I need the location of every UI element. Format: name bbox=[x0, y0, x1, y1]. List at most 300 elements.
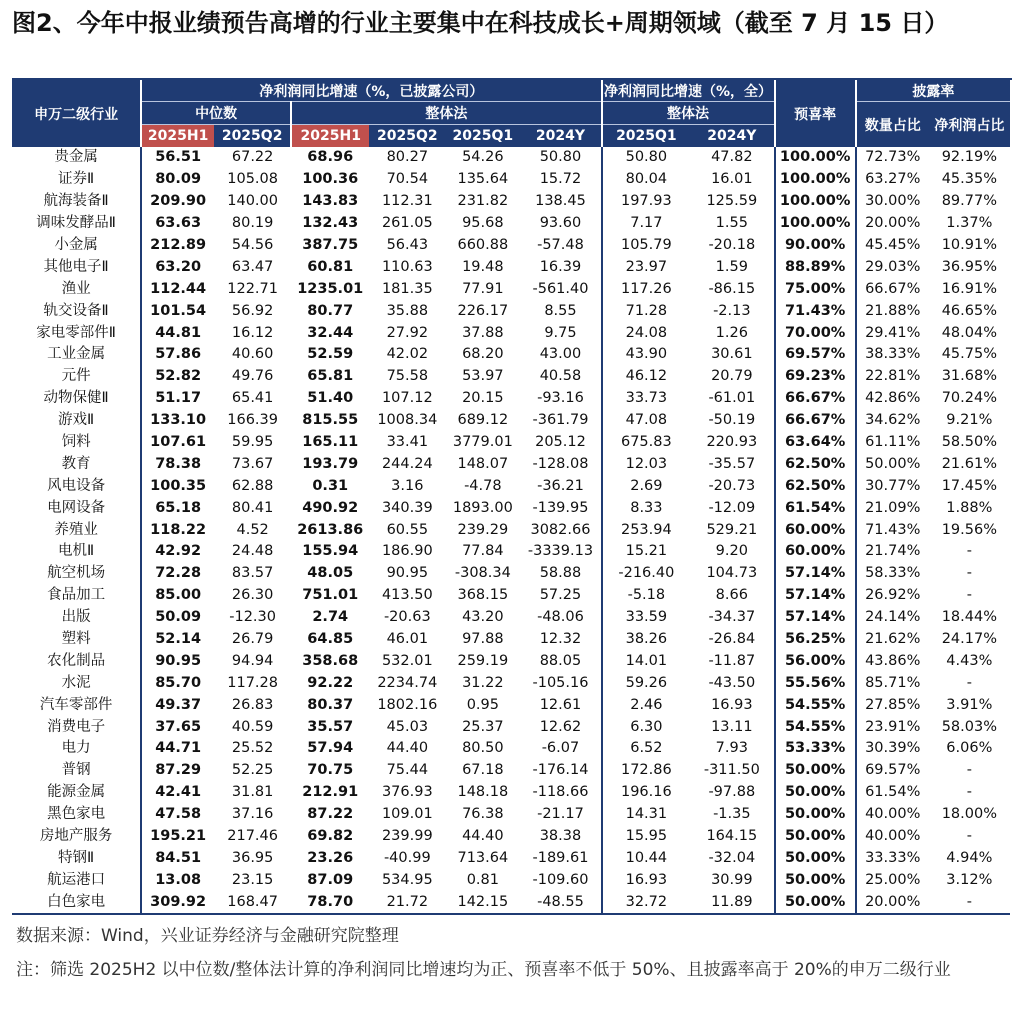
cell-count-share: 66.67% bbox=[856, 278, 929, 300]
cell-median-2025q2: 40.60 bbox=[231, 346, 274, 363]
header-industry: 申万二级行业 bbox=[12, 80, 141, 147]
cell-overall-2024y: 3082.66 bbox=[530, 521, 591, 538]
cell-profit-share: 24.17% bbox=[941, 631, 997, 648]
cell-median-2025q2: 83.57 bbox=[231, 565, 274, 582]
cell-overall-2024y: 12.61 bbox=[539, 696, 582, 713]
cell-overall-2025q2: 2234.74 bbox=[377, 674, 438, 691]
cell-overall-2024y: -93.16 bbox=[537, 390, 584, 407]
cell-profit-share: 21.61% bbox=[941, 455, 997, 472]
cell-overall-2025q2: 21.72 bbox=[369, 891, 445, 914]
cell-all-2025q1: 10.44 bbox=[602, 848, 691, 870]
cell-median-2025h1: 44.71 bbox=[141, 738, 214, 760]
cell-median-2025q2: 4.52 bbox=[236, 521, 269, 538]
cell-profit-share: 1.37% bbox=[946, 215, 993, 232]
cell-all-2024y: -50.19 bbox=[708, 412, 756, 429]
table-row bbox=[12, 475, 1010, 497]
cell-median-2025h1: 100.35 bbox=[141, 475, 214, 497]
cell-overall-2024y: 93.60 bbox=[539, 215, 582, 232]
industry-name: 养殖业 bbox=[54, 521, 98, 538]
table-row bbox=[12, 541, 1010, 563]
cell-overall-2025h1: 490.92 bbox=[302, 499, 359, 516]
header-col-overall-2025q1: 2025Q1 bbox=[445, 125, 520, 148]
cell-overall-2025q1: 148.18 bbox=[457, 784, 509, 801]
header-forecast-rate: 预喜率 bbox=[775, 80, 856, 147]
table-row bbox=[12, 453, 1010, 475]
table-row bbox=[12, 497, 1010, 519]
cell-all-2024y: -1.35 bbox=[713, 806, 751, 823]
cell-median-2025h1: 85.70 bbox=[141, 672, 214, 694]
cell-count-share: 25.00% bbox=[856, 869, 929, 891]
cell-median-2025q2: 49.76 bbox=[231, 368, 274, 385]
cell-overall-2025q1: 25.37 bbox=[462, 718, 504, 735]
cell-median-2025q2: 16.12 bbox=[231, 324, 274, 341]
cell-profit-share: 18.44% bbox=[941, 609, 997, 626]
cell-median-2025q2: 26.83 bbox=[231, 696, 274, 713]
cell-overall-2025q2: 60.55 bbox=[386, 521, 429, 538]
cell-median-2025h1: 209.90 bbox=[141, 191, 214, 213]
cell-overall-2025q2: 80.27 bbox=[386, 149, 429, 166]
cell-overall-2024y: 9.75 bbox=[544, 324, 577, 341]
cell-forecast-rate: 66.67% bbox=[775, 410, 856, 432]
cell-median-2025h1: 63.63 bbox=[141, 213, 214, 235]
cell-all-2024y: 11.89 bbox=[690, 891, 774, 914]
cell-median-2025q2: 166.39 bbox=[227, 412, 278, 429]
cell-profit-share: 4.94% bbox=[946, 849, 993, 866]
cell-median-2025h1: 195.21 bbox=[141, 826, 214, 848]
cell-overall-2025q2: 45.03 bbox=[386, 718, 429, 735]
cell-forecast-rate: 54.55% bbox=[775, 694, 856, 716]
cell-count-share: 42.86% bbox=[856, 388, 929, 410]
cell-count-share: 30.39% bbox=[856, 738, 929, 760]
cell-profit-share: 9.21% bbox=[946, 412, 993, 429]
cell-forecast-rate: 66.67% bbox=[775, 388, 856, 410]
cell-count-share: 40.00% bbox=[856, 826, 929, 848]
cell-all-2025q1: 8.33 bbox=[602, 497, 691, 519]
table-row bbox=[12, 585, 1010, 607]
cell-overall-2025q2: 261.05 bbox=[381, 215, 433, 232]
industry-name: 塑料 bbox=[61, 631, 91, 648]
industry-name: 水泥 bbox=[61, 674, 91, 691]
cell-overall-2024y: 16.39 bbox=[539, 258, 582, 275]
cell-all-2024y: 125.59 bbox=[706, 193, 758, 210]
cell-all-2024y: -26.84 bbox=[708, 631, 756, 648]
cell-median-2025q2: 73.67 bbox=[231, 455, 274, 472]
cell-median-2025q2: 24.48 bbox=[231, 543, 274, 560]
cell-overall-2025q1: 77.84 bbox=[462, 543, 504, 560]
cell-overall-2025q2: 35.88 bbox=[386, 302, 429, 319]
industry-name: 航海装备Ⅱ bbox=[43, 193, 109, 210]
cell-profit-share: 4.43% bbox=[946, 652, 993, 669]
cell-overall-2025q2: 75.44 bbox=[386, 762, 429, 779]
cell-count-share: 20.00% bbox=[856, 213, 929, 235]
cell-forecast-rate: 55.56% bbox=[775, 672, 856, 694]
cell-forecast-rate: 100.00% bbox=[775, 169, 856, 191]
cell-forecast-rate: 100.00% bbox=[775, 191, 856, 213]
cell-all-2025q1: 172.86 bbox=[602, 760, 691, 782]
cell-median-2025h1: 80.09 bbox=[141, 169, 214, 191]
cell-count-share: 24.14% bbox=[856, 607, 929, 629]
cell-overall-2025q2: 239.99 bbox=[381, 828, 433, 845]
cell-forecast-rate: 63.64% bbox=[775, 432, 856, 454]
table-row bbox=[12, 607, 1010, 629]
table-body bbox=[12, 147, 1010, 914]
cell-profit-share: - bbox=[966, 543, 972, 560]
table-row bbox=[12, 344, 1010, 366]
cell-median-2025q2: 117.28 bbox=[227, 674, 278, 691]
cell-overall-2025h1: 132.43 bbox=[302, 215, 359, 232]
cell-profit-share: - bbox=[966, 587, 972, 604]
cell-forecast-rate: 57.14% bbox=[775, 563, 856, 585]
cell-all-2025q1: 46.12 bbox=[602, 366, 691, 388]
cell-overall-2025h1: 57.94 bbox=[307, 740, 354, 757]
table-row bbox=[12, 716, 1010, 738]
cell-forecast-rate: 50.00% bbox=[775, 782, 856, 804]
cell-overall-2025h1: 65.81 bbox=[307, 368, 354, 385]
cell-all-2025q1: 59.26 bbox=[602, 672, 691, 694]
cell-overall-2025h1: 193.79 bbox=[302, 455, 359, 472]
cell-overall-2025h1: 165.11 bbox=[302, 434, 359, 451]
cell-overall-2025h1: 87.09 bbox=[307, 871, 354, 888]
cell-profit-share: 6.06% bbox=[946, 740, 993, 757]
table-row bbox=[12, 782, 1010, 804]
cell-all-2024y: 30.99 bbox=[711, 871, 753, 888]
cell-count-share: 30.77% bbox=[856, 475, 929, 497]
cell-median-2025h1: 84.51 bbox=[141, 848, 214, 870]
industry-name: 渔业 bbox=[61, 280, 91, 297]
cell-overall-2024y: 8.55 bbox=[544, 302, 577, 319]
cell-count-share: 23.91% bbox=[856, 716, 929, 738]
cell-overall-2024y: -109.60 bbox=[532, 871, 589, 888]
cell-median-2025q2: 40.59 bbox=[231, 718, 274, 735]
cell-overall-2024y: 43.00 bbox=[539, 346, 582, 363]
cell-median-2025h1: 51.17 bbox=[141, 388, 214, 410]
industry-name: 电机Ⅱ bbox=[58, 543, 95, 560]
header-col-median-2025h1: 2025H1 bbox=[141, 125, 214, 148]
cell-all-2024y: 104.73 bbox=[706, 565, 758, 582]
cell-all-2025q1: 14.01 bbox=[602, 650, 691, 672]
cell-overall-2025h1: 32.44 bbox=[307, 324, 354, 341]
cell-all-2024y: -20.18 bbox=[708, 237, 756, 253]
cell-count-share: 69.57% bbox=[856, 760, 929, 782]
industry-name: 其他电子Ⅱ bbox=[43, 258, 109, 275]
cell-overall-2025h1: 143.83 bbox=[302, 193, 359, 210]
cell-median-2025q2: 26.79 bbox=[231, 631, 274, 648]
industry-name: 动物保健Ⅱ bbox=[43, 390, 109, 407]
cell-median-2025h1: 112.44 bbox=[141, 278, 214, 300]
cell-all-2025q1: 7.17 bbox=[602, 213, 691, 235]
header-col-overall-2024y: 2024Y bbox=[520, 125, 601, 148]
cell-median-2025h1: 42.41 bbox=[141, 782, 214, 804]
cell-forecast-rate: 50.00% bbox=[775, 869, 856, 891]
cell-overall-2025q1: 77.91 bbox=[462, 280, 504, 297]
cell-overall-2024y: -57.48 bbox=[537, 237, 584, 253]
cell-profit-share: - bbox=[966, 762, 972, 779]
cell-overall-2025q1: 226.17 bbox=[457, 302, 509, 319]
cell-profit-share: 17.45% bbox=[941, 477, 997, 494]
cell-all-2024y: 164.15 bbox=[706, 828, 758, 845]
cell-overall-2025h1: 60.81 bbox=[307, 258, 354, 275]
cell-median-2025q2: 217.46 bbox=[227, 828, 278, 845]
cell-all-2025q1: 6.30 bbox=[602, 716, 691, 738]
cell-overall-2025h1: 51.40 bbox=[307, 390, 354, 407]
cell-overall-2025h1: 155.94 bbox=[302, 543, 359, 560]
cell-overall-2024y: -128.08 bbox=[532, 455, 589, 472]
header-overall-all: 整体法 bbox=[602, 102, 775, 125]
cell-forecast-rate: 50.00% bbox=[775, 848, 856, 870]
cell-profit-share: 89.77% bbox=[941, 193, 997, 210]
cell-median-2025q2: 54.56 bbox=[231, 237, 274, 253]
cell-all-2025q1: 253.94 bbox=[602, 519, 691, 541]
cell-median-2025h1: 212.89 bbox=[141, 235, 214, 257]
cell-overall-2025q1: 67.18 bbox=[462, 762, 504, 779]
cell-overall-2024y: 88.05 bbox=[539, 652, 582, 669]
industry-name: 白色家电 bbox=[12, 891, 141, 914]
cell-overall-2024y: -118.66 bbox=[532, 784, 589, 801]
cell-all-2024y: -20.73 bbox=[708, 477, 756, 494]
cell-all-2025q1: 2.69 bbox=[602, 475, 691, 497]
cell-all-2024y: 7.93 bbox=[715, 740, 748, 757]
cell-overall-2024y: -105.16 bbox=[532, 674, 589, 691]
cell-profit-share: 45.75% bbox=[941, 346, 997, 363]
cell-all-2024y: 9.20 bbox=[715, 543, 748, 560]
cell-overall-2025q2: 1008.34 bbox=[377, 412, 438, 429]
cell-profit-share: 3.91% bbox=[946, 696, 993, 713]
cell-overall-2025q2: 90.95 bbox=[386, 565, 429, 582]
cell-forecast-rate: 56.25% bbox=[775, 629, 856, 651]
industry-name: 教育 bbox=[61, 455, 91, 472]
cell-median-2025q2: 59.95 bbox=[231, 434, 274, 451]
cell-overall-2024y: -48.06 bbox=[537, 609, 584, 626]
industry-name: 黑色家电 bbox=[47, 806, 106, 823]
cell-profit-share: 16.91% bbox=[941, 280, 997, 297]
cell-profit-share: 58.03% bbox=[941, 718, 997, 735]
cell-all-2025q1: 105.79 bbox=[602, 235, 691, 257]
table-row bbox=[12, 278, 1010, 300]
cell-overall-2025q2: 340.39 bbox=[381, 499, 433, 516]
header-col-all-2025q1: 2025Q1 bbox=[602, 125, 691, 148]
cell-count-share: 20.00% bbox=[856, 891, 929, 914]
industry-name: 元件 bbox=[61, 368, 91, 385]
cell-profit-share: 1.88% bbox=[946, 499, 993, 516]
cell-median-2025q2: 65.41 bbox=[231, 390, 274, 407]
table-row bbox=[12, 235, 1010, 257]
cell-overall-2025q1: 239.29 bbox=[457, 521, 509, 538]
cell-profit-share: 70.24% bbox=[941, 390, 997, 407]
cell-all-2024y: -34.37 bbox=[708, 609, 756, 626]
cell-all-2025q1: 12.03 bbox=[602, 453, 691, 475]
cell-overall-2025q2: 181.35 bbox=[381, 280, 433, 297]
cell-median-2025q2: 56.92 bbox=[231, 302, 274, 319]
cell-all-2024y: -32.04 bbox=[708, 849, 756, 866]
cell-all-2025q1: 14.31 bbox=[602, 804, 691, 826]
cell-all-2025q1: 24.08 bbox=[602, 322, 691, 344]
cell-median-2025q2: -12.30 bbox=[229, 609, 276, 626]
cell-count-share: 50.00% bbox=[856, 453, 929, 475]
cell-forecast-rate: 61.54% bbox=[775, 497, 856, 519]
table-row bbox=[12, 519, 1010, 541]
cell-median-2025h1: 52.14 bbox=[141, 629, 214, 651]
cell-all-2025q1: 33.73 bbox=[602, 388, 691, 410]
cell-median-2025q2: 63.47 bbox=[231, 258, 274, 275]
cell-all-2024y: 529.21 bbox=[706, 521, 758, 538]
cell-overall-2025q1: 231.82 bbox=[457, 193, 509, 210]
cell-overall-2024y: -21.17 bbox=[537, 806, 584, 823]
cell-forecast-rate: 60.00% bbox=[775, 519, 856, 541]
cell-forecast-rate: 70.00% bbox=[775, 322, 856, 344]
cell-all-2024y: 1.59 bbox=[715, 258, 748, 275]
cell-count-share: 21.74% bbox=[856, 541, 929, 563]
cell-profit-share: - bbox=[966, 828, 972, 845]
cell-overall-2025q2: 110.63 bbox=[381, 258, 433, 275]
industry-name: 贵金属 bbox=[54, 149, 98, 166]
cell-all-2024y: -97.88 bbox=[708, 784, 756, 801]
cell-overall-2025q2: 186.90 bbox=[381, 543, 433, 560]
cell-overall-2025q1: 368.15 bbox=[457, 587, 509, 604]
cell-forecast-rate: 53.33% bbox=[775, 738, 856, 760]
cell-overall-2025h1: 387.75 bbox=[302, 237, 359, 253]
cell-median-2025h1: 65.18 bbox=[141, 497, 214, 519]
industry-name: 调味发酵品Ⅱ bbox=[36, 215, 116, 232]
cell-overall-2025h1: 87.22 bbox=[307, 806, 354, 823]
table-row bbox=[12, 848, 1010, 870]
cell-overall-2025h1: 70.75 bbox=[307, 762, 354, 779]
cell-overall-2024y: -189.61 bbox=[532, 849, 589, 866]
cell-all-2025q1: 33.59 bbox=[602, 607, 691, 629]
cell-overall-2025h1: 815.55 bbox=[302, 412, 359, 429]
cell-overall-2025q2: 42.02 bbox=[386, 346, 429, 363]
table-row bbox=[12, 191, 1010, 213]
cell-count-share: 29.03% bbox=[856, 256, 929, 278]
cell-median-2025q2: 37.16 bbox=[231, 806, 274, 823]
table-header bbox=[12, 80, 1010, 147]
header-col-median-2025q2: 2025Q2 bbox=[214, 125, 291, 148]
cell-overall-2024y: -361.79 bbox=[532, 412, 589, 429]
industry-name: 消费电子 bbox=[47, 718, 106, 735]
cell-all-2024y: -2.13 bbox=[713, 302, 751, 319]
cell-overall-2025q1: 76.38 bbox=[462, 806, 504, 823]
cell-median-2025h1: 101.54 bbox=[141, 300, 214, 322]
cell-all-2025q1: -5.18 bbox=[602, 585, 691, 607]
cell-median-2025h1: 47.58 bbox=[141, 804, 214, 826]
cell-forecast-rate: 62.50% bbox=[775, 453, 856, 475]
cell-median-2025h1: 78.38 bbox=[141, 453, 214, 475]
header-group-all: 净利润同比增速（%，全） bbox=[602, 80, 775, 102]
cell-profit-share: 58.50% bbox=[941, 434, 997, 451]
cell-overall-2025q1: 689.12 bbox=[457, 412, 509, 429]
cell-overall-2024y: 205.12 bbox=[535, 434, 586, 451]
cell-overall-2025h1: 212.91 bbox=[302, 784, 359, 801]
cell-all-2024y: 13.11 bbox=[711, 718, 753, 735]
table-row bbox=[12, 432, 1010, 454]
cell-profit-share: 31.68% bbox=[941, 368, 997, 385]
cell-profit-share: 92.19% bbox=[941, 149, 997, 166]
cell-overall-2025q1: -308.34 bbox=[454, 565, 511, 582]
table-row bbox=[12, 804, 1010, 826]
cell-overall-2024y: -3339.13 bbox=[527, 543, 594, 560]
cell-median-2025q2: 105.08 bbox=[227, 171, 278, 188]
cell-count-share: 29.41% bbox=[856, 322, 929, 344]
cell-median-2025h1: 42.92 bbox=[141, 541, 214, 563]
header-profit-share: 净利润占比 bbox=[929, 102, 1010, 148]
cell-count-share: 30.00% bbox=[856, 191, 929, 213]
cell-overall-2025q2: 70.54 bbox=[386, 171, 429, 188]
table-row bbox=[12, 256, 1010, 278]
cell-median-2025h1: 57.86 bbox=[141, 344, 214, 366]
cell-overall-2025q1: 20.15 bbox=[462, 390, 504, 407]
cell-all-2025q1: 117.26 bbox=[602, 278, 691, 300]
cell-all-2024y: -43.50 bbox=[708, 674, 756, 691]
industry-name: 小金属 bbox=[54, 237, 98, 253]
cell-overall-2025h1: 0.31 bbox=[312, 477, 349, 494]
cell-overall-2025q1: 19.48 bbox=[462, 258, 504, 275]
industry-name: 普钢 bbox=[61, 762, 91, 779]
cell-median-2025h1: 50.09 bbox=[141, 607, 214, 629]
industry-table bbox=[12, 80, 1010, 915]
cell-median-2025q2: 140.00 bbox=[227, 193, 278, 210]
cell-median-2025q2: 80.19 bbox=[231, 215, 274, 232]
cell-all-2025q1: 6.52 bbox=[602, 738, 691, 760]
table-row bbox=[12, 891, 1010, 914]
cell-median-2025h1: 87.29 bbox=[141, 760, 214, 782]
header-col-overall-2025h1: 2025H1 bbox=[291, 125, 369, 148]
cell-median-2025q2: 52.25 bbox=[231, 762, 274, 779]
cell-overall-2025q1: 68.20 bbox=[462, 346, 504, 363]
cell-overall-2025h1: 1235.01 bbox=[297, 280, 364, 297]
cell-overall-2025q2: 376.93 bbox=[381, 784, 433, 801]
cell-overall-2025q2: -40.99 bbox=[383, 849, 431, 866]
cell-overall-2025q1: 135.64 bbox=[457, 171, 509, 188]
cell-forecast-rate: 71.43% bbox=[775, 300, 856, 322]
cell-forecast-rate: 50.00% bbox=[775, 826, 856, 848]
table-row bbox=[12, 760, 1010, 782]
cell-median-2025h1: 37.65 bbox=[141, 716, 214, 738]
cell-overall-2025h1: 80.37 bbox=[307, 696, 354, 713]
cell-count-share: 34.62% bbox=[856, 410, 929, 432]
cell-profit-share: 46.65% bbox=[941, 302, 997, 319]
cell-median-2025h1: 90.95 bbox=[141, 650, 214, 672]
cell-forecast-rate: 62.50% bbox=[775, 475, 856, 497]
cell-count-share: 38.33% bbox=[856, 344, 929, 366]
cell-overall-2025q2: 107.12 bbox=[381, 390, 433, 407]
cell-overall-2025h1: 2613.86 bbox=[297, 521, 364, 538]
cell-profit-share: - bbox=[966, 674, 972, 691]
cell-forecast-rate: 100.00% bbox=[775, 213, 856, 235]
cell-overall-2025h1: 23.26 bbox=[307, 849, 354, 866]
cell-overall-2025q2: 112.31 bbox=[381, 193, 433, 210]
cell-median-2025q2: 23.15 bbox=[231, 871, 274, 888]
cell-forecast-rate: 57.14% bbox=[775, 607, 856, 629]
cell-all-2025q1: 50.80 bbox=[602, 147, 691, 169]
cell-all-2025q1: 80.04 bbox=[602, 169, 691, 191]
header-overall: 整体法 bbox=[291, 102, 601, 125]
cell-overall-2025h1: 92.22 bbox=[307, 674, 354, 691]
industry-name: 饲料 bbox=[61, 434, 91, 451]
cell-count-share: 63.27% bbox=[856, 169, 929, 191]
industry-name: 房地产服务 bbox=[39, 828, 113, 845]
cell-overall-2025q1: 0.81 bbox=[466, 871, 499, 888]
cell-all-2025q1: 71.28 bbox=[602, 300, 691, 322]
table-row bbox=[12, 629, 1010, 651]
cell-overall-2025h1: 2.74 bbox=[312, 609, 349, 626]
cell-overall-2025q1: 54.26 bbox=[462, 149, 504, 166]
cell-overall-2025h1: 69.82 bbox=[307, 828, 354, 845]
cell-overall-2024y: 38.38 bbox=[539, 828, 582, 845]
cell-all-2025q1: 675.83 bbox=[602, 432, 691, 454]
cell-median-2025q2: 80.41 bbox=[231, 499, 274, 516]
cell-all-2025q1: -216.40 bbox=[602, 563, 691, 585]
cell-count-share: 43.86% bbox=[856, 650, 929, 672]
cell-overall-2025q2: 532.01 bbox=[381, 652, 433, 669]
